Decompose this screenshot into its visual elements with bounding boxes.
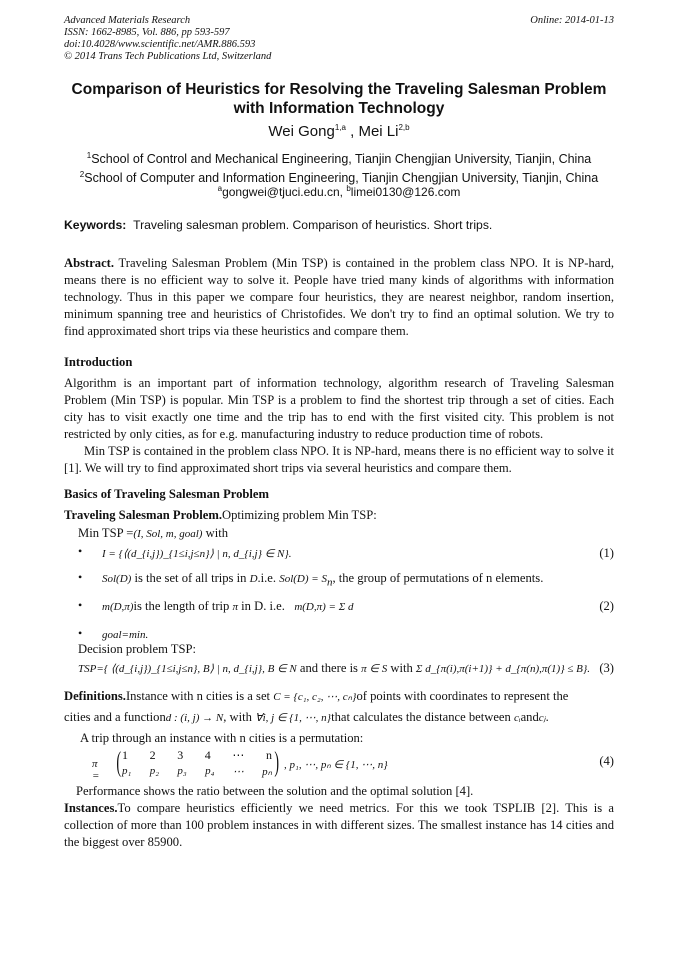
doi: doi:10.4028/www.scientific.net/AMR.886.593 <box>64 39 256 50</box>
bullet-1-text <box>102 546 292 561</box>
perm-top: 1 <box>122 748 128 762</box>
tsp-decision-eq <box>78 661 590 676</box>
eq-number-2: (2) <box>599 599 614 613</box>
keywords-text: Traveling salesman problem. Comparison of heuristics. Short trips. <box>133 218 493 232</box>
b3-text-1: is the length of trip <box>133 599 233 613</box>
online-date: Online: 2014-01-13 <box>530 15 614 26</box>
instances-label: Instances. <box>64 801 118 815</box>
section-heading-introduction: Introduction <box>64 355 133 369</box>
sol-eq: Sol(D) = S <box>279 573 327 585</box>
keywords-label: Keywords: <box>64 218 127 232</box>
instances-paragraph <box>64 800 614 851</box>
b2-text-2: , the group of permutations of n elements. <box>332 571 544 585</box>
authors <box>0 123 678 140</box>
aff1-text: School of Control and Mechanical Engineering, Tianjin Chengjian University, Tianjin, China <box>91 152 592 167</box>
performance-text: Performance shows the ratio between the solution and the optimal solution [4]. <box>76 784 474 798</box>
perm-lparen: ( <box>116 747 121 778</box>
def-set: C = {c₁, c₂, ⋯, cₙ} <box>273 691 357 703</box>
instance-formula: I = {⟨(d_{i,j})_{1≤i,j≤n}⟩ | n, d_{i,j} ∈ N}. <box>102 548 292 560</box>
m-d-pi: m(D,π) <box>102 601 134 613</box>
intro-paragraph-1: Algorithm is an important part of information technology, algorithm research of Traveling Salesman Problem (Min TSP) is popular. Min TSP is a problem to find the shortest trip through a set of cities. Each city has to visit exactly one time and the trip has to end with the first visited city. This problem is not restricted by only cities, as for e.g. manufacturing industry to reduce production time of robots. <box>64 376 614 441</box>
tsp-pi: π ∈ S <box>361 663 388 675</box>
bullet-2: • <box>78 570 83 584</box>
bullet-1: • <box>78 544 83 558</box>
def-ci: cᵢ <box>513 712 521 724</box>
trip-text: A trip through an instance with n cities is a permutation: <box>80 731 364 745</box>
tsp-and: and there is <box>296 661 362 675</box>
author-sep: , <box>345 123 359 140</box>
def-dot: . <box>545 710 549 724</box>
perm-top: n <box>265 748 272 762</box>
definitions-line-2 <box>64 710 549 725</box>
tsp-with: with <box>387 661 416 675</box>
sol-sub: n <box>326 576 333 589</box>
bullet-2-text <box>102 571 543 589</box>
perm-bottom-row <box>122 765 272 778</box>
def-and: and <box>520 710 539 724</box>
aff2-sup: 2 <box>79 170 85 180</box>
tsp-label: Traveling Salesman Problem. <box>64 508 222 522</box>
journal-header <box>64 15 271 63</box>
definitions-label: Definitions. <box>64 689 126 703</box>
min-tsp-with: with <box>202 526 228 540</box>
author-1: Wei Gong <box>268 123 335 140</box>
eq-number-1: (1) <box>599 546 614 560</box>
perm-top-row <box>122 748 272 763</box>
min-tsp-tuple: (I, Sol, m, goal) <box>133 528 203 540</box>
b2-ie: .i.e. <box>257 571 280 585</box>
tsp-text: Optimizing problem Min TSP: <box>222 508 377 522</box>
journal-name: Advanced Materials Research <box>64 15 191 26</box>
email-a[interactable]: gongwei@tjuci.edu.cn <box>222 185 340 199</box>
perm-bottom: p₁ <box>122 765 132 777</box>
title-line-2: with Information Technology <box>233 100 445 117</box>
perm-bottom: p₂ <box>149 765 160 777</box>
b2-d: D <box>249 573 258 585</box>
author-2-sup: 2,b <box>398 123 410 132</box>
perm-top: 2 <box>149 748 156 762</box>
def-function: d : (i, j) → N <box>165 712 224 724</box>
def-cj: cⱼ <box>538 712 546 724</box>
perm-bottom: p₄ <box>205 765 215 777</box>
issn: ISSN: 1662-8985, Vol. 886, pp 593-597 <box>64 27 230 38</box>
section-heading-basics: Basics of Traveling Salesman Problem <box>64 487 269 501</box>
length-formula: m(D,π) = Σ d <box>294 601 354 613</box>
aff1-sup: 1 <box>86 151 92 160</box>
min-tsp-label: Min TSP = <box>78 526 134 540</box>
copyright: © 2014 Trans Tech Publications Ltd, Switzerland <box>64 51 272 62</box>
instances-text: To compare heuristics efficiently we need metrics. For this we took TSPLIB [2]. This is a collection of more than 100 problem instances in with different sizes. The smallest instance has 14 cities and the biggest over 85900. <box>64 801 614 849</box>
email-b[interactable]: limei0130@126.com <box>350 185 461 199</box>
perm-bottom: pₙ <box>262 766 272 778</box>
abstract <box>64 255 614 340</box>
bullet-3: • <box>78 598 83 612</box>
bullet-4: • <box>78 626 83 640</box>
affiliation-1 <box>0 148 678 167</box>
keywords <box>64 218 624 232</box>
b3-pi: π <box>232 601 238 613</box>
tsp-definition-line <box>64 508 377 523</box>
perm-rparen: ) <box>274 747 279 778</box>
sol-d: Sol(D) <box>102 573 132 585</box>
title-line-1: Comparison of Heuristics for Resolving the Traveling Salesman Problem <box>71 81 607 98</box>
perm-bottom: p₃ <box>177 765 187 777</box>
def-forall: ∀i, j ∈ {1, ⋯, n} <box>255 712 332 724</box>
paper-title <box>40 80 638 118</box>
author-2: Mei Li <box>358 123 399 140</box>
perm-top: ⋯ <box>232 748 245 762</box>
intro-paragraph-2: Min TSP is contained in the problem class NPO. It is NP-hard, means there is no efficient way to solve it [1]. We will try to find approximated short trips via several heuristics and compare them. <box>64 444 614 475</box>
def-text-2: of points with coordinates to represent the <box>356 689 569 703</box>
email-a-sup: a <box>217 184 223 193</box>
tsp-sum: Σ d_{π(i),π(i+1)} + d_{π(n),π(1)} ≤ B}. <box>415 663 590 675</box>
bullet-4-text <box>102 627 148 642</box>
definitions-line-1 <box>64 689 568 704</box>
goal-min: goal=min. <box>102 629 149 641</box>
b3-text-2: in D. i.e. <box>238 599 285 613</box>
author-1-sup: 1,a <box>334 123 346 132</box>
eq-number-3: (3) <box>599 661 614 675</box>
tsp-set: TSP={ ⟨(d_{i,j})_{1≤i,j≤n}, B⟩ | n, d_{i,j}, B ∈ N <box>78 663 297 675</box>
b2-text-1: is the set of all trips in <box>131 571 250 585</box>
def-text-5: that calculates the distance between <box>331 710 514 724</box>
emails <box>0 184 678 199</box>
abstract-label: Abstract. <box>64 256 115 270</box>
def-text-1: Instance with n cities is a set <box>125 689 274 703</box>
def-text-4: , with <box>223 710 256 724</box>
abstract-text: Traveling Salesman Problem (Min TSP) is contained in the problem class NPO. It is NP-hard, means there is no efficient way to solve it. People have tried many kinds of algorithms with information technology. Thus in this paper we compare four heuristics, they are nearest neighbor, random insertion, minimum spanning tree and heuristics of Christofides. We don't try to find an optimal solution. We try to find approximated short trips via these heuristics and compare them. <box>64 256 614 338</box>
perm-tail: , p₁, ⋯, pₙ ∈ {1, ⋯, n} <box>284 759 388 771</box>
def-text-3: cities and a function <box>64 710 166 724</box>
affiliations <box>0 148 678 186</box>
perm-top: 4 <box>204 748 211 762</box>
min-tsp-line <box>78 526 228 541</box>
perm-pi: π = <box>92 758 100 782</box>
eq-number-4: (4) <box>599 754 614 768</box>
perm-top: 3 <box>177 748 184 762</box>
perm-bottom: ⋯ <box>232 766 244 778</box>
decision-problem: Decision problem TSP: <box>78 642 197 656</box>
aff2-text: School of Computer and Information Engineering, Tianjin Chengjian University, Tianjin, China <box>84 171 599 186</box>
bullet-3-text <box>102 599 354 614</box>
email-b-sup: b <box>346 184 351 193</box>
email-sep: , <box>339 185 347 199</box>
